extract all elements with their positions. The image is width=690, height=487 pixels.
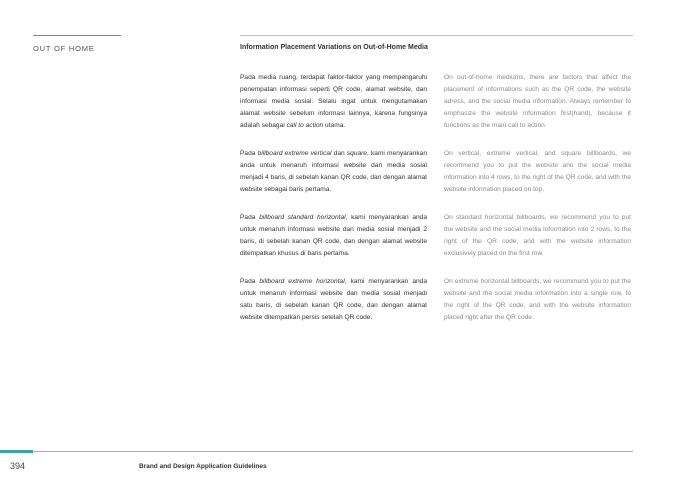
header-rule-right — [240, 35, 633, 36]
paragraph-id-2 — [240, 148, 427, 196]
text: dan — [331, 150, 347, 157]
text: Pada — [240, 150, 258, 157]
indonesian-column — [240, 72, 427, 340]
header-rule-left — [33, 35, 121, 36]
paragraph-en-3: On standard horizontal billboards, we recommend you to put the website and the social media information into 2 rows, to the right of the QR code, and with the website information exclusively placed on the first row. — [444, 214, 631, 257]
emphasis: billboard extreme vertical — [257, 150, 332, 157]
section-label: OUT OF HOME — [33, 44, 95, 53]
footer-title: Brand and Design Application Guidelines — [139, 463, 267, 470]
emphasis: billboard extreme horizontal — [259, 278, 345, 285]
emphasis: billboard standard horizontal — [259, 214, 346, 221]
english-column — [444, 72, 631, 340]
footer-rule-accent — [0, 450, 33, 453]
paragraph-id-1 — [240, 72, 427, 132]
text: Pada — [240, 278, 260, 285]
paragraph-en-1: On out-of-home mediums, there are factors that affect the placement of informations such as the QR code, the website adress, and the social media information. Always remember to emphasize the website information first(hand), because it functions as the main call to action. — [444, 74, 631, 129]
page-number: 394 — [10, 461, 26, 471]
paragraph-id-3 — [240, 212, 427, 260]
emphasis: square — [346, 150, 367, 157]
paragraph-en-4: On extreme horizontal billboards, we recommend you to put the website and the social media information into a single row, to the right of the QR code, and with the website information placed right after the QR code. — [444, 278, 631, 321]
page-title: Information Placement Variations on Out-of-Home Media — [240, 44, 428, 51]
text: , kami menyarankan anda untuk menaruh informasi website dan media sosial menjadi satu baris, di sebelah kanan QR code, dan dengan alamat website ditempatkan persis setelah QR code. — [240, 278, 428, 321]
text: utama. — [323, 122, 346, 129]
text: , kami menyarankan anda untuk menaruh informasi website dan media sosial menjadi 4 baris, di sebelah kanan QR code, dan dengan alamat website sebagai baris pertama. — [240, 150, 427, 193]
text: Pada media ruang, terdapat faktor-faktor yang mempengaruhi penempatan informasi seperti QR code, alamat website, dan informasi media sosial. Selalu ingat untuk mengutamakan alamat website sebelum informasi lainnya, karena fungsinya adalah sebagai — [240, 74, 427, 129]
text: , kami menyarankan anda untuk menaruh informasi website dan media sosial menjadi 2 baris, di sebelah kanan QR code, dan dengan alamat website ditempatkan khusus di baris pertama. — [240, 214, 428, 257]
footer-rule — [33, 451, 633, 452]
text: Pada — [240, 214, 260, 221]
paragraph-en-2: On vertical, extreme vertical, and square billboards, we recommend you to put the website ano the social media information into 4 rows, to the right of the QR code, and with the website information placed on top. — [444, 150, 631, 193]
emphasis: call to action — [286, 122, 324, 129]
paragraph-id-4 — [240, 276, 427, 324]
